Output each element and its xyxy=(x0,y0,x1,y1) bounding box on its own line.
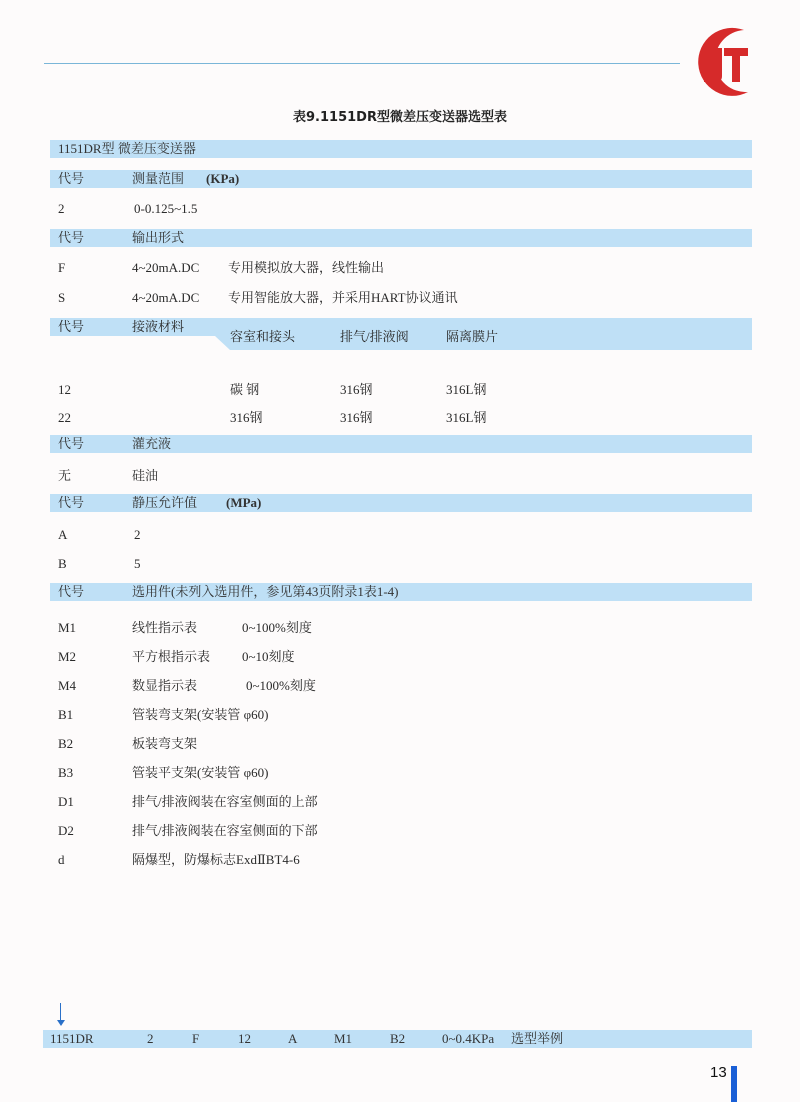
output-header: 代号 输出形式 xyxy=(50,229,752,247)
range-header: 代号 测量范围 (KPa) xyxy=(50,170,752,188)
example-bar: 1151DR 2 F 12 A M1 B2 0~0.4KPa 选型举例 xyxy=(43,1030,752,1048)
page-title: 表9.1151DR型微差压变送器选型表 xyxy=(293,110,507,125)
page-marker xyxy=(731,1066,737,1102)
header-rule xyxy=(44,63,680,64)
static-header: 代号 静压允许值 (MPa) xyxy=(50,494,752,512)
model-bar: 1151DR型 微差压变送器 xyxy=(50,140,752,158)
options-header: 代号 选用件(未列入选用件，参见第43页附录1表1-4) xyxy=(50,583,752,601)
company-logo-icon xyxy=(682,20,762,100)
page-number: 13 xyxy=(710,1064,727,1081)
fill-header: 代号 灌充液 xyxy=(50,435,752,453)
arrowhead-icon xyxy=(57,1020,65,1026)
